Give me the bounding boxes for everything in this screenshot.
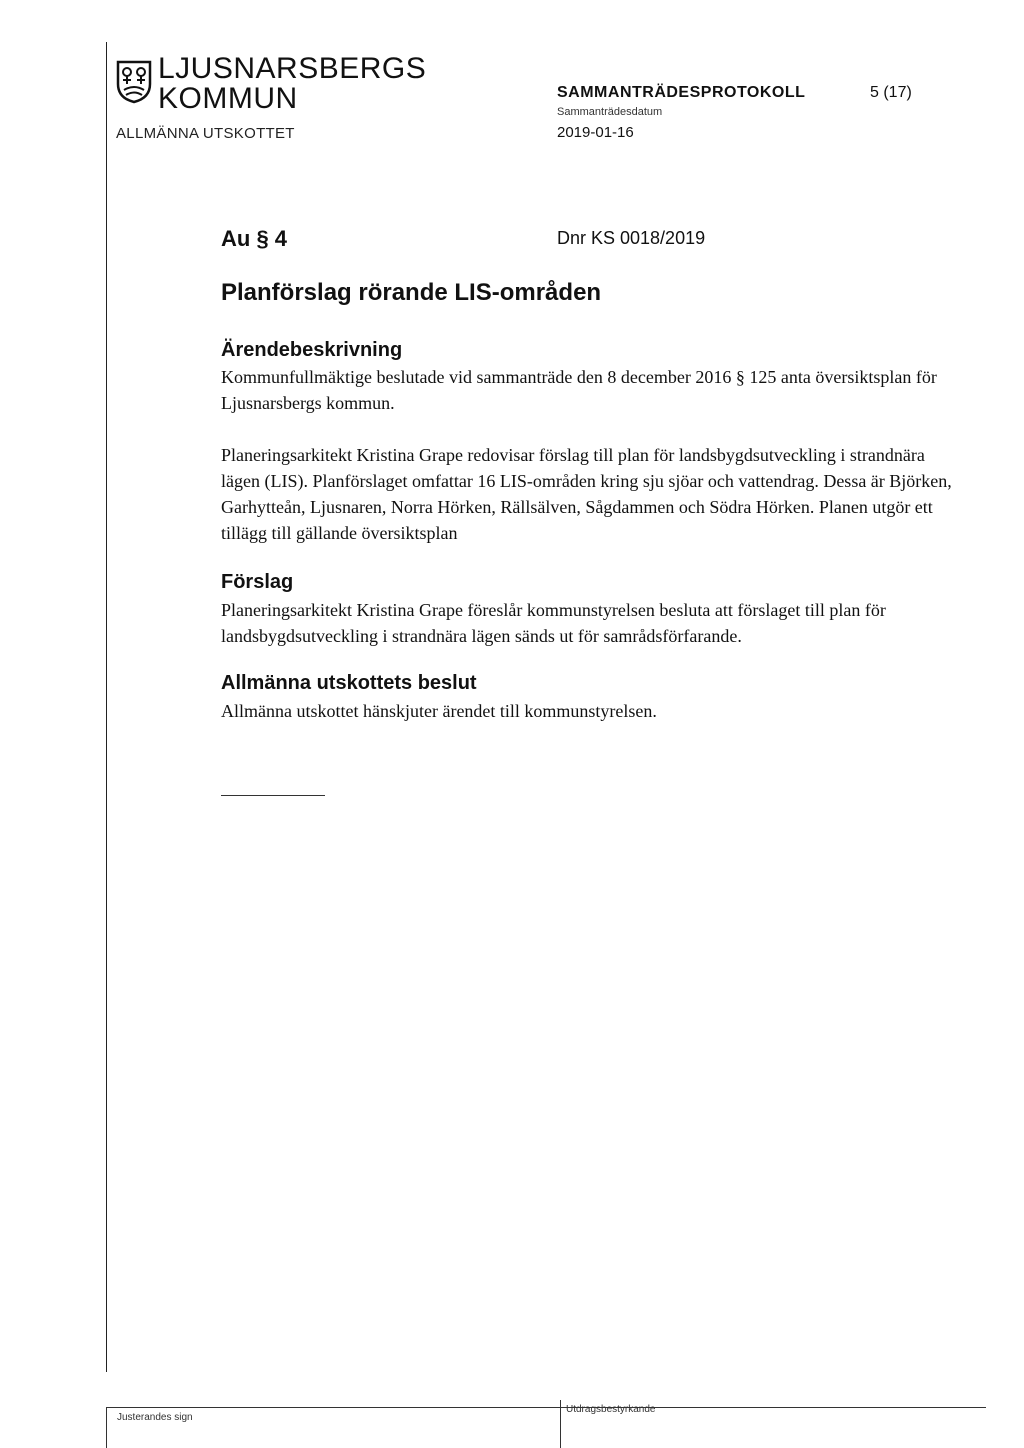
arende-paragraph-2: Planeringsarkitekt Kristina Grape redovisar förslag till plan för landsbygdsutveckling i strandnära lägen (LIS). Planförslaget omfattar 16 LIS-områden kring sju sjöar och vattendrag. Dessa är Björken, Garhytteån, Ljusnaren, Norra Hörken, Rällsälven, Sågdammen och Södra Hörken. Planen utgör ett tillägg till gällande översiktsplan — [221, 445, 952, 543]
municipal-coat-of-arms-icon — [116, 60, 152, 104]
footer-divider — [560, 1400, 561, 1448]
document-type: SAMMANTRÄDESPROTOKOLL — [557, 84, 806, 101]
forslag-heading: Förslag — [221, 571, 294, 593]
org-name-line2: KOMMUN — [158, 82, 298, 115]
forslag-body: Planeringsarkitekt Kristina Grape föreslår kommunstyrelsen besluta att förslaget till plan för landsbygdsutveckling i strandnära lägen sänds ut för samrådsförfarande. — [221, 600, 886, 646]
justerandes-sign-label: Justerandes sign — [117, 1412, 193, 1423]
arende-body — [221, 364, 961, 546]
section-number: Au § 4 — [221, 226, 288, 251]
org-name-line1: LJUSNARSBERGS — [158, 52, 427, 85]
footer-left-border — [106, 1407, 107, 1448]
meeting-date-label: Sammanträdesdatum — [557, 106, 663, 118]
page-title: Planförslag rörande LIS-områden — [221, 279, 602, 306]
department-name: ALLMÄNNA UTSKOTTET — [116, 125, 295, 142]
diary-number: Dnr KS 0018/2019 — [557, 228, 706, 248]
page-number: 5 (17) — [870, 84, 912, 101]
utdragsbestyrkande-label: Utdragsbestyrkande — [566, 1404, 656, 1415]
beslut-heading: Allmänna utskottets beslut — [221, 672, 477, 694]
footer-rule — [106, 1407, 986, 1408]
arende-paragraph-1: Kommunfullmäktige beslutade vid sammanträde den 8 december 2016 § 125 anta översiktsplan för Ljusnarsbergs kommun. — [221, 367, 937, 413]
margin-rule — [106, 42, 107, 1372]
meeting-date: 2019-01-16 — [557, 124, 634, 141]
beslut-body: Allmänna utskottet hänskjuter ärendet till kommunstyrelsen. — [221, 701, 657, 721]
arende-heading: Ärendebeskrivning — [221, 339, 403, 361]
section-end-line — [221, 795, 325, 796]
